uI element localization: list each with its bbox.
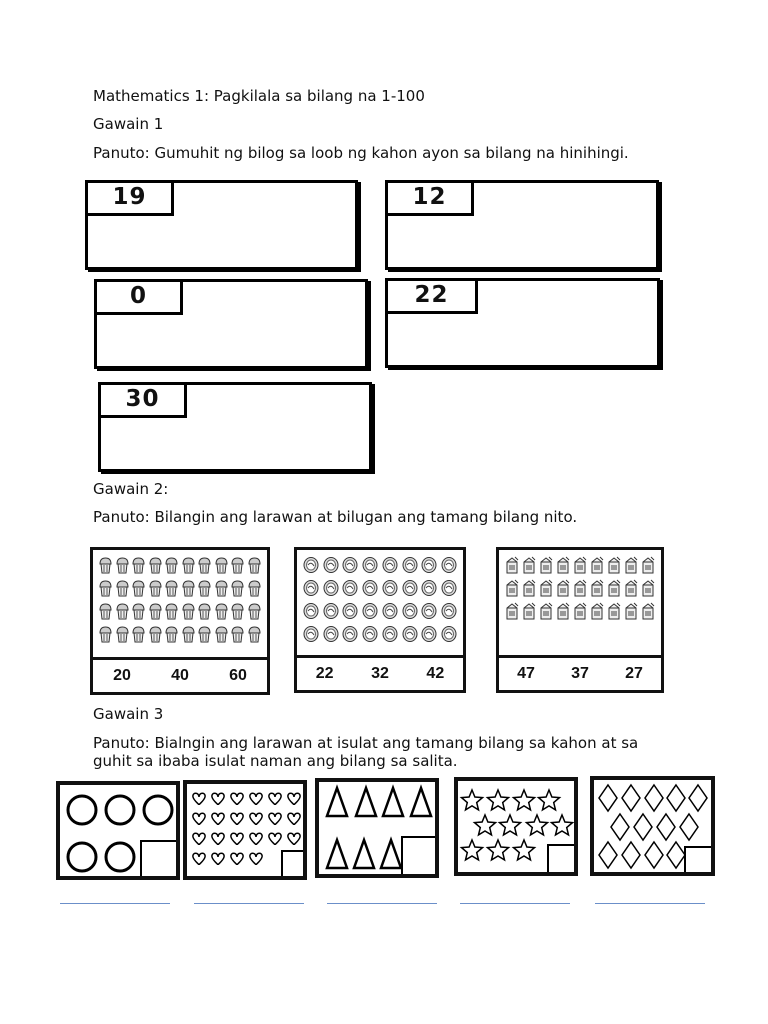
cookie-icon <box>342 579 358 597</box>
star-icon <box>527 815 548 835</box>
cupcake-icon <box>215 625 228 643</box>
diamond-icon <box>689 785 707 811</box>
milk-carton-icon <box>573 602 587 620</box>
cupcake-icon <box>248 602 261 620</box>
heart-icon <box>193 833 205 845</box>
cupcake-icon <box>198 556 211 574</box>
cupcake-icon <box>99 556 112 574</box>
star-icon <box>488 840 509 860</box>
choice[interactable]: 60 <box>229 667 247 684</box>
cookie-icon <box>421 625 437 643</box>
cookie-icon <box>362 556 378 574</box>
cookie-icon <box>402 625 418 643</box>
gawain-2-heading: Gawain 2: <box>93 480 169 498</box>
cupcake-icon <box>198 625 211 643</box>
cookie-icon <box>382 579 398 597</box>
answer-box[interactable] <box>140 840 176 876</box>
answer-line-5[interactable] <box>595 903 705 904</box>
milk-carton-icon <box>556 556 570 574</box>
gawain-3-instructions-line2: guhit sa ibaba isulat naman ang bilang sa salita. <box>93 752 458 770</box>
cookie-icon <box>362 579 378 597</box>
diamond-icon <box>667 785 685 811</box>
choice[interactable]: 47 <box>517 665 535 682</box>
heart-icon <box>212 793 224 805</box>
diamond-icon <box>680 814 698 840</box>
count-card-hearts <box>183 780 307 880</box>
heart-icon <box>193 793 205 805</box>
cookie-icon <box>402 556 418 574</box>
cookie-icon <box>441 625 457 643</box>
cookie-icon <box>421 602 437 620</box>
choice[interactable]: 27 <box>625 665 643 682</box>
milk-carton-icon <box>607 579 621 597</box>
cupcake-icon <box>99 602 112 620</box>
milk-carton-icon <box>590 602 604 620</box>
cookie-icon <box>323 579 339 597</box>
answer-choices <box>297 655 463 690</box>
cupcake-icon <box>132 602 145 620</box>
cupcake-icon <box>231 556 244 574</box>
cupcake-icon <box>132 625 145 643</box>
gawain-1-heading: Gawain 1 <box>93 115 164 133</box>
heart-icon <box>269 833 281 845</box>
milk-carton-icon <box>539 556 553 574</box>
cookie-icon <box>421 579 437 597</box>
icon-row <box>303 602 457 620</box>
heart-icon <box>231 813 243 825</box>
cupcake-icon <box>198 579 211 597</box>
milk-carton-icon <box>607 602 621 620</box>
cupcake-icon <box>165 625 178 643</box>
milk-carton-icon <box>522 602 536 620</box>
icon-row <box>303 579 457 597</box>
star-icon <box>462 840 483 860</box>
icon-row <box>99 602 261 620</box>
heart-icon <box>250 813 262 825</box>
number-tag: 22 <box>388 281 478 314</box>
cupcake-icon <box>182 625 195 643</box>
cupcake-icon <box>215 602 228 620</box>
drawing-box-19[interactable] <box>85 180 358 270</box>
cupcake-icon <box>182 556 195 574</box>
cookie-icon <box>382 625 398 643</box>
milk-carton-icon <box>641 556 655 574</box>
cupcake-icon <box>149 602 162 620</box>
count-card-stars <box>454 777 578 876</box>
milk-carton-icon <box>641 579 655 597</box>
cookie-icon <box>421 556 437 574</box>
cupcake-icon <box>116 625 129 643</box>
diamond-icon <box>611 814 629 840</box>
milk-carton-icon <box>522 556 536 574</box>
cookie-icon <box>402 602 418 620</box>
diamond-icon <box>645 842 663 868</box>
milk-carton-icon <box>607 556 621 574</box>
icon-row <box>505 602 655 620</box>
icon-row <box>303 625 457 643</box>
choice[interactable]: 42 <box>426 665 445 682</box>
cookie-icon <box>323 602 339 620</box>
cupcake-icon <box>132 556 145 574</box>
cookie-icon <box>441 602 457 620</box>
count-card-diamonds <box>590 776 715 876</box>
diamond-icon <box>645 785 663 811</box>
heart-icon <box>269 793 281 805</box>
cookie-icon <box>342 556 358 574</box>
number-tag: 19 <box>88 183 174 216</box>
answer-choices <box>93 657 267 692</box>
answer-box[interactable] <box>281 850 303 876</box>
icon-row <box>99 556 261 574</box>
cupcake-icon <box>198 602 211 620</box>
diamond-icon <box>599 842 617 868</box>
cupcake-icon <box>248 556 261 574</box>
heart-icon <box>212 813 224 825</box>
milk-carton-icon <box>539 602 553 620</box>
heart-icon <box>212 833 224 845</box>
heart-icon <box>250 833 262 845</box>
heart-icon <box>288 793 300 805</box>
cookie-icon <box>362 625 378 643</box>
answer-box[interactable] <box>401 836 435 874</box>
cookie-icon <box>382 556 398 574</box>
diamond-icon <box>622 785 640 811</box>
cupcake-icon <box>132 579 145 597</box>
cupcake-icon <box>215 579 228 597</box>
diamond-icon <box>622 842 640 868</box>
milk-carton-icon <box>539 579 553 597</box>
milk-carton-icon <box>624 602 638 620</box>
heart-icon <box>250 853 262 865</box>
diamond-icon <box>599 785 617 811</box>
cupcake-icon <box>165 556 178 574</box>
heart-icon <box>288 833 300 845</box>
cupcake-icon <box>231 579 244 597</box>
cupcake-icon <box>182 602 195 620</box>
drawing-box-12[interactable] <box>385 180 659 270</box>
cupcake-icon <box>149 625 162 643</box>
diamond-icon <box>667 842 685 868</box>
milk-carton-icon <box>573 556 587 574</box>
icon-row <box>99 625 261 643</box>
answer-box[interactable] <box>684 846 711 872</box>
cookie-icon <box>323 556 339 574</box>
milk-carton-icon <box>590 579 604 597</box>
star-icon <box>488 790 509 810</box>
cupcake-icon <box>165 602 178 620</box>
heart-icon <box>231 833 243 845</box>
star-icon <box>539 790 560 810</box>
milk-carton-grid <box>505 556 655 625</box>
star-icon <box>552 815 573 835</box>
cupcake-icon <box>248 625 261 643</box>
star-icon <box>514 840 535 860</box>
number-tag: 0 <box>97 282 183 315</box>
cupcake-icon <box>116 556 129 574</box>
milk-carton-icon <box>556 579 570 597</box>
answer-line-4[interactable] <box>460 903 570 904</box>
diamond-icon <box>657 814 675 840</box>
cupcake-icon <box>231 602 244 620</box>
milk-carton-icon <box>556 602 570 620</box>
drawing-box-0[interactable] <box>94 279 368 369</box>
cupcake-icon <box>116 579 129 597</box>
answer-line-1[interactable] <box>60 903 170 904</box>
milk-carton-icon <box>573 579 587 597</box>
answer-line-3[interactable] <box>327 903 437 904</box>
choice[interactable]: 37 <box>571 665 589 682</box>
cupcake-icon <box>182 579 195 597</box>
icon-row <box>505 579 655 597</box>
cupcake-icon <box>149 579 162 597</box>
heart-icon <box>288 813 300 825</box>
milk-carton-icon <box>590 556 604 574</box>
answer-choices <box>499 655 661 690</box>
star-icon <box>462 790 483 810</box>
drawing-box-22[interactable] <box>385 278 660 368</box>
count-card-milk-cartons <box>496 547 664 693</box>
cookie-icon <box>303 579 319 597</box>
number-tag: 30 <box>101 385 187 418</box>
star-icon <box>514 790 535 810</box>
cookie-icon <box>382 602 398 620</box>
answer-line-2[interactable] <box>194 903 304 904</box>
cookie-icon <box>402 579 418 597</box>
cookie-icon <box>342 625 358 643</box>
heart-icon <box>212 853 224 865</box>
choice[interactable]: 22 <box>315 665 334 682</box>
icon-row <box>99 579 261 597</box>
cupcake-icon <box>99 579 112 597</box>
cookie-icon <box>362 602 378 620</box>
heart-icon <box>269 813 281 825</box>
cookie-icon <box>323 625 339 643</box>
cookie-icon <box>441 579 457 597</box>
count-card-cookies <box>294 547 466 693</box>
milk-carton-icon <box>505 579 519 597</box>
cupcake-icon <box>165 579 178 597</box>
gawain-3-instructions-line1: Panuto: Bialngin ang larawan at isulat ang tamang bilang sa kahon at sa <box>93 734 639 752</box>
cupcake-grid <box>99 556 261 648</box>
cookie-icon <box>441 556 457 574</box>
heart-icon <box>193 853 205 865</box>
page-title: Mathematics 1: Pagkilala sa bilang na 1-100 <box>93 87 425 105</box>
milk-carton-icon <box>624 579 638 597</box>
milk-carton-icon <box>505 556 519 574</box>
icon-row <box>303 556 457 574</box>
number-tag: 12 <box>388 183 474 216</box>
cupcake-icon <box>149 556 162 574</box>
cookie-grid <box>303 556 457 648</box>
choice[interactable]: 20 <box>113 667 131 684</box>
heart-icon <box>231 853 243 865</box>
milk-carton-icon <box>505 602 519 620</box>
cookie-icon <box>303 556 319 574</box>
milk-carton-icon <box>641 602 655 620</box>
cupcake-icon <box>215 556 228 574</box>
cookie-icon <box>342 602 358 620</box>
heart-icon <box>193 813 205 825</box>
cookie-icon <box>303 625 319 643</box>
milk-carton-icon <box>624 556 638 574</box>
choice[interactable]: 40 <box>171 667 189 684</box>
gawain-3-heading: Gawain 3 <box>93 705 164 723</box>
star-icon <box>500 815 521 835</box>
drawing-box-30[interactable] <box>98 382 372 472</box>
count-card-circles <box>56 781 180 880</box>
cookie-icon <box>303 602 319 620</box>
diamond-icon <box>634 814 652 840</box>
choice[interactable]: 32 <box>371 665 389 682</box>
cupcake-icon <box>248 579 261 597</box>
star-icon <box>475 815 496 835</box>
cupcake-icon <box>116 602 129 620</box>
gawain-1-instructions: Panuto: Gumuhit ng bilog sa loob ng kahon ayon sa bilang na hinihingi. <box>93 144 629 162</box>
gawain-2-instructions: Panuto: Bilangin ang larawan at bilugan ang tamang bilang nito. <box>93 508 578 526</box>
heart-icon <box>231 793 243 805</box>
cupcake-icon <box>99 625 112 643</box>
cupcake-icon <box>231 625 244 643</box>
icon-row <box>505 556 655 574</box>
answer-box[interactable] <box>547 844 574 872</box>
count-card-triangles <box>315 778 439 878</box>
count-card-cupcakes <box>90 547 270 695</box>
heart-icon <box>250 793 262 805</box>
milk-carton-icon <box>522 579 536 597</box>
